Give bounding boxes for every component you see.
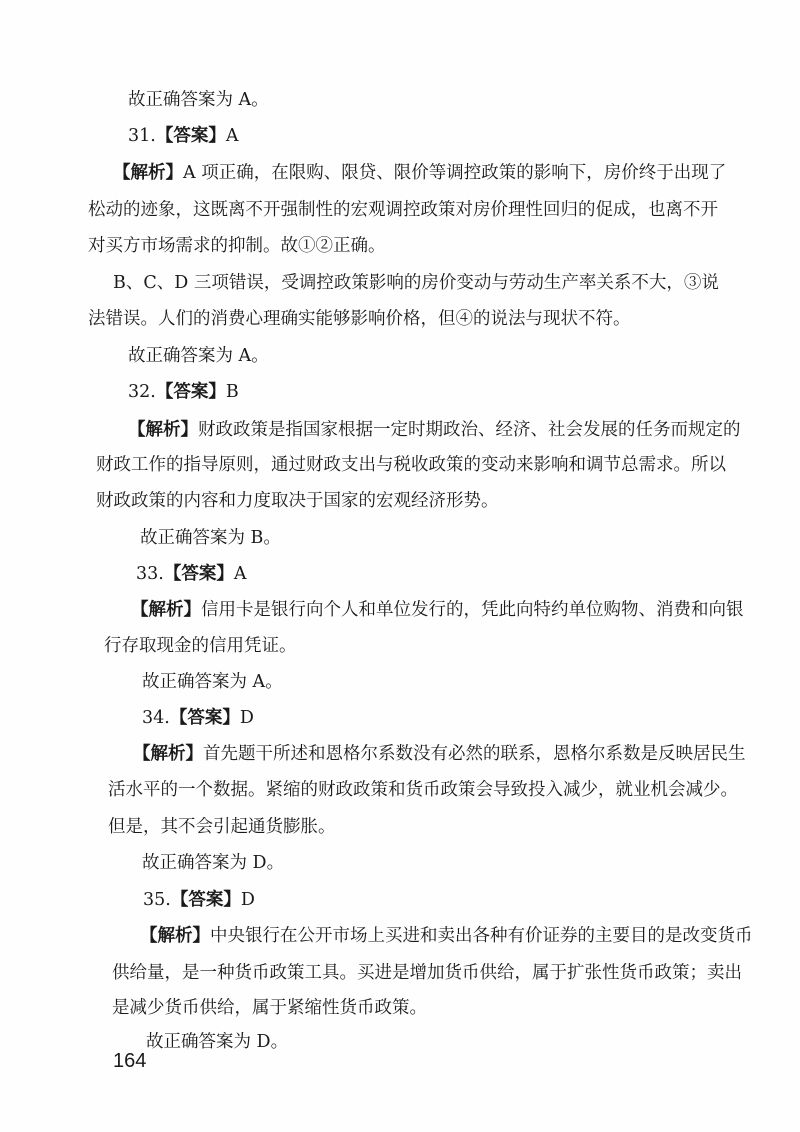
conclusion-text: 故正确答案为 A。	[128, 346, 269, 366]
answer-tag: 【答案】	[155, 382, 226, 402]
analysis-text: 信用卡是银行向个人和单位发行的，凭此向特约单位购物、消费和向银	[201, 600, 744, 620]
analysis-tag: 【解析】	[113, 163, 183, 183]
question-number: 33.	[136, 564, 164, 584]
analysis-text: 是减少货币供给，属于紧缩性货币政策。	[112, 998, 427, 1018]
analysis-text: 财政政策的内容和力度取决于国家的宏观经济形势。	[96, 491, 499, 511]
analysis-line	[113, 161, 726, 185]
answer-value: D	[239, 708, 254, 728]
answer-value: D	[240, 890, 255, 910]
analysis-text: 供给量，是一种货币政策工具。买进是增加货币供给，属于扩张性货币政策；卖出	[112, 963, 742, 983]
analysis-text: 行存取现金的信用凭证。	[104, 636, 297, 656]
answer-tag: 【答案】	[163, 564, 234, 584]
conclusion-text: 故正确答案为 D。	[146, 1032, 289, 1052]
analysis-text: 松动的迹象，这既离不开强制性的宏观调控政策对房价理性回归的促成，也离不开	[88, 200, 718, 220]
analysis-tag: 【解析】	[131, 600, 201, 620]
analysis-line	[133, 742, 746, 766]
analysis-tag: 【解析】	[128, 420, 198, 440]
answer-line	[143, 888, 255, 912]
answer-tag: 【答案】	[170, 890, 241, 910]
answer-tag: 【答案】	[169, 708, 240, 728]
conclusion-text: 故正确答案为 A。	[128, 90, 269, 110]
answer-line	[136, 562, 246, 586]
question-number: 35.	[143, 890, 171, 910]
analysis-line	[140, 924, 753, 948]
analysis-line	[128, 418, 741, 442]
analysis-text: 但是，其不会引起通货膨胀。	[108, 817, 336, 837]
question-number: 32.	[128, 382, 156, 402]
answer-value: A	[233, 564, 247, 584]
analysis-text: 财政工作的指导原则，通过财政支出与税收政策的变动来影响和调节总需求。所以	[96, 455, 726, 475]
paragraph-text: B、C、D 三项错误，受调控政策影响的房价变动与劳动生产率关系不大，③说	[113, 273, 719, 293]
analysis-text: 中央银行在公开市场上买进和卖出各种有价证券的主要目的是改变货币	[210, 926, 753, 946]
analysis-text: 对买方市场需求的抑制。故①②正确。	[88, 236, 386, 256]
analysis-line	[131, 598, 744, 622]
question-number: 34.	[142, 708, 170, 728]
answer-tag: 【答案】	[155, 126, 226, 146]
answer-line	[142, 706, 254, 730]
paragraph-text: 法错误。人们的消费心理确实能够影响价格，但④的说法与现状不符。	[88, 309, 631, 329]
analysis-tag: 【解析】	[140, 926, 210, 946]
analysis-text: 首先题干所述和恩格尔系数没有必然的联系，恩格尔系数是反映居民生	[203, 744, 746, 764]
conclusion-text: 故正确答案为 B。	[140, 528, 281, 548]
page-number: 164	[113, 1050, 147, 1072]
answer-line	[128, 380, 239, 404]
conclusion-text: 故正确答案为 A。	[142, 672, 283, 692]
analysis-text: A 项正确，在限购、限贷、限价等调控政策的影响下，房价终于出现了	[183, 163, 727, 183]
answer-value: A	[225, 126, 239, 146]
analysis-tag: 【解析】	[133, 744, 203, 764]
answer-line	[128, 124, 238, 148]
analysis-text: 活水平的一个数据。紧缩的财政政策和货币政策会导致投入减少，就业机会减少。	[108, 780, 738, 800]
analysis-text: 财政政策是指国家根据一定时期政治、经济、社会发展的任务而规定的	[198, 420, 741, 440]
conclusion-text: 故正确答案为 D。	[142, 853, 285, 873]
question-number: 31.	[128, 126, 156, 146]
answer-value: B	[225, 382, 239, 402]
